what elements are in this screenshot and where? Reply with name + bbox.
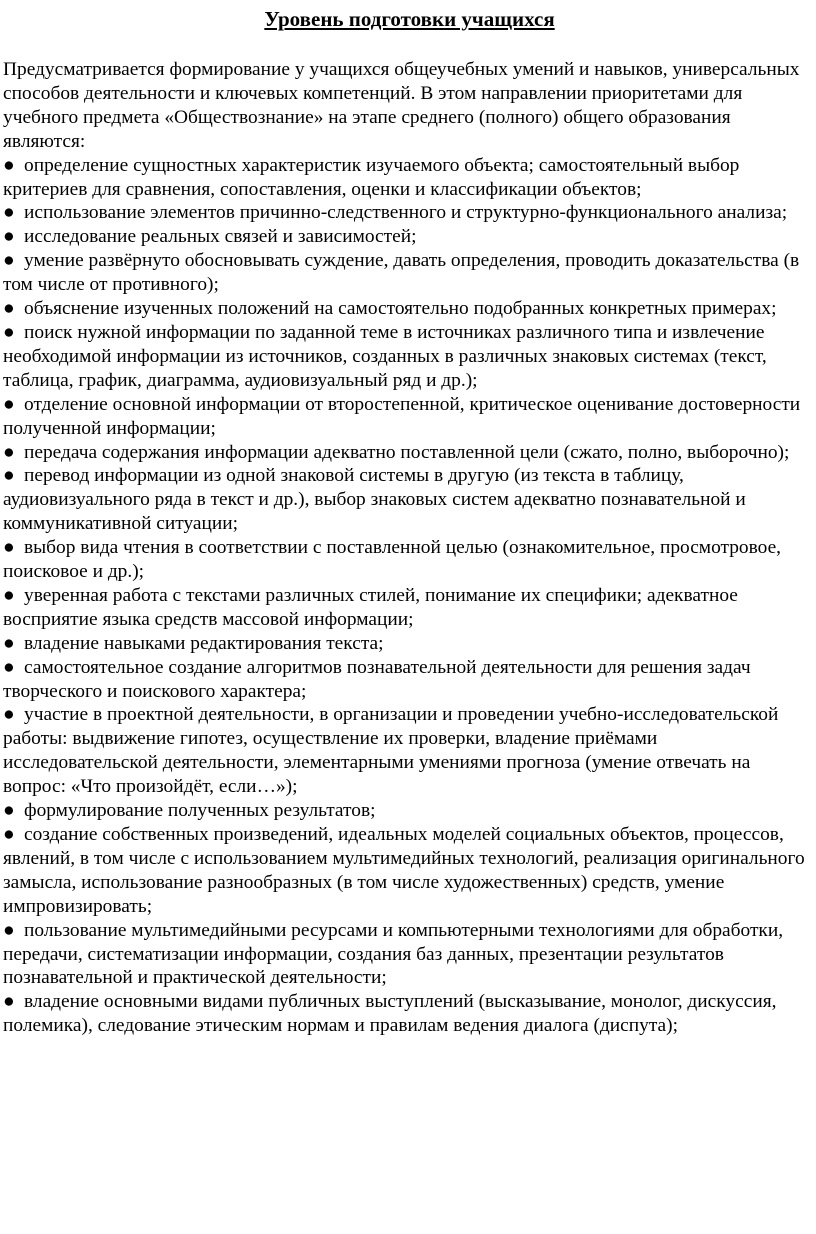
list-item (3, 823, 806, 919)
bullet-icon: ● (3, 321, 15, 343)
bullet-icon: ● (3, 393, 15, 415)
list-item (3, 297, 806, 321)
list-item-text: отделение основной информации от второстепенной, критическое оценивание достоверности полученной информации; (3, 393, 801, 439)
page-title: Уровень подготовки учащихся (264, 7, 555, 31)
bullet-icon: ● (3, 656, 15, 678)
bullet-icon: ● (3, 584, 15, 606)
document-body (3, 58, 806, 1038)
list-item-text: перевод информации из одной знаковой системы в другую (из текста в таблицу, аудиовизуального ряда в текст и др.), выбор знаковых систем адекватно познавательной и коммуникативной ситуации; (3, 465, 746, 535)
list-item (3, 441, 806, 465)
list-item (3, 154, 806, 202)
list-item-text: формулирование полученных результатов; (24, 800, 376, 822)
list-item (3, 225, 806, 249)
bullet-icon: ● (3, 298, 15, 320)
bullet-icon: ● (3, 441, 15, 463)
intro-paragraph: Предусматривается формирование у учащихся общеучебных умений и навыков, универсальных способов деятельности и ключевых компетенций. В этом направлении приоритетами для учебного предмета «Обществознание» на этапе среднего (полного) общего образования являются: (3, 59, 800, 152)
list-item (3, 990, 806, 1038)
list-item (3, 321, 806, 393)
list-item-text: пользование мультимедийными ресурсами и компьютерными технологиями для обработки, передачи, систематизации информации, создания баз данных, презентации результатов познавательной и практической деятельности; (3, 919, 784, 989)
list-item-text: владение навыками редактирования текста; (24, 632, 384, 654)
list-item (3, 656, 806, 704)
list-item-text: определение сущностных характеристик изучаемого объекта; самостоятельный выбор критериев для сравнения, сопоставления, оценки и классификации объектов; (3, 154, 740, 200)
bullet-icon: ● (3, 226, 15, 248)
list-item (3, 919, 806, 991)
bullet-icon: ● (3, 800, 15, 822)
bullet-icon: ● (3, 991, 15, 1013)
list-item (3, 536, 806, 584)
bullet-icon: ● (3, 704, 15, 726)
list-item-text: участие в проектной деятельности, в организации и проведении учебно-исследовательской работы: выдвижение гипотез, осуществление их проверки, владение приёмами исследовательской деятельности, элементарными умениями прогноза (умение отвечать на вопрос: «Что произойдёт, если…»); (3, 704, 779, 798)
bullet-icon: ● (3, 537, 15, 559)
bullet-icon: ● (3, 919, 15, 941)
list-item-text: выбор вида чтения в соответствии с поставленной целью (ознакомительное, просмотровое, поисковое и др.); (3, 537, 782, 583)
list-item-text: использование элементов причинно-следственного и структурно-функционального анализа; (24, 202, 788, 224)
list-item-text: умение развёрнуто обосновывать суждение, давать определения, проводить доказательства (в том числе от противного); (3, 250, 800, 296)
bullet-icon: ● (3, 154, 15, 176)
list-item (3, 201, 806, 225)
list-item-text: исследование реальных связей и зависимостей; (24, 226, 417, 248)
list-item-text: поиск нужной информации по заданной теме в источниках различного типа и извлечение необходимой информации из источников, созданных в различных знаковых системах (текст, таблица, график, диаграмма, аудиовизуальный ряд и др.); (3, 321, 767, 391)
bullet-icon: ● (3, 250, 15, 272)
list-item (3, 799, 806, 823)
bullet-list (3, 154, 806, 1039)
bullet-icon: ● (3, 202, 15, 224)
list-item (3, 249, 806, 297)
list-item (3, 632, 806, 656)
bullet-icon: ● (3, 632, 15, 654)
list-item-text: создание собственных произведений, идеальных моделей социальных объектов, процессов, явлений, в том числе с использованием мультимедийных технологий, реализация оригинального замысла, использование разнообразных (в том числе художественных) средств, умение импровизировать; (3, 824, 805, 917)
list-item-text: уверенная работа с текстами различных стилей, понимание их специфики; адекватное восприятие языка средств массовой информации; (3, 584, 738, 630)
list-item (3, 584, 806, 632)
bullet-icon: ● (3, 824, 15, 845)
list-item-text: владение основными видами публичных выступлений (высказывание, монолог, дискуссия, полемика), следование этическим нормам и правилам ведения диалога (диспута); (3, 991, 777, 1037)
list-item (3, 464, 806, 536)
bullet-icon: ● (3, 465, 15, 487)
list-item (3, 393, 806, 441)
list-item (3, 703, 806, 799)
list-item-text: объяснение изученных положений на самостоятельно подобранных конкретных примерах; (24, 298, 777, 320)
list-item-text: передача содержания информации адекватно поставленной цели (сжато, полно, выборочно); (24, 441, 790, 463)
list-item-text: самостоятельное создание алгоритмов познавательной деятельности для решения задач творческого и поискового характера; (3, 656, 751, 702)
